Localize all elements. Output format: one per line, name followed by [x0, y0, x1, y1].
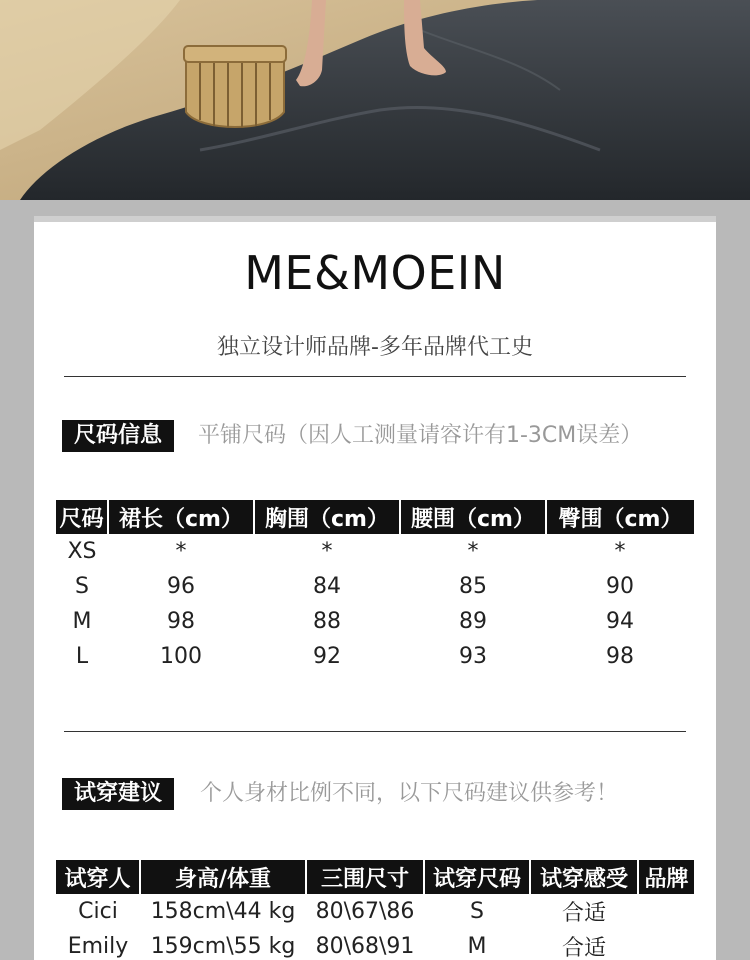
table-row [56, 604, 694, 639]
bust-cell: * [321, 539, 333, 564]
frame-left [0, 216, 34, 960]
size-header-waist: 腰围（cm） [400, 500, 546, 534]
measurements-cell: 80\68\91 [315, 934, 415, 959]
product-photo-illustration [0, 0, 750, 200]
height-weight-cell: 159cm\55 kg [150, 934, 296, 959]
frame-inner-top [34, 216, 716, 222]
size-header-length: 裙长（cm） [108, 500, 254, 534]
fit-section-label: 试穿建议 [62, 778, 174, 810]
size-header-hip: 臀围（cm） [546, 500, 694, 534]
fit-table-header-row [56, 860, 694, 894]
frame-top [0, 200, 750, 216]
table-row [56, 639, 694, 674]
size-section-label: 尺码信息 [62, 420, 174, 452]
hip-cell: 94 [606, 609, 634, 634]
feeling-cell: 合适 [561, 936, 606, 960]
fit-section-note: 个人身材比例不同，以下尺码建议供参考！ [200, 781, 619, 806]
size-cell: XS [67, 539, 97, 564]
table-row [56, 534, 694, 569]
waist-cell: 85 [459, 574, 487, 599]
bust-cell: 84 [313, 574, 341, 599]
length-cell: * [175, 539, 187, 564]
divider-top [64, 376, 686, 377]
size-header-bust: 胸围（cm） [254, 500, 400, 534]
tester-cell: Emily [67, 934, 129, 959]
size-header-size: 尺码 [56, 500, 108, 534]
measurements-cell: 80\67\86 [315, 899, 415, 924]
fit-size-cell: M [467, 934, 487, 959]
length-cell: 100 [160, 644, 202, 669]
brand-cell [638, 894, 694, 929]
size-section-note: 平铺尺码（因人工测量请容许有1-3CM误差） [198, 423, 643, 448]
bust-cell: 88 [313, 609, 341, 634]
brand-cell [638, 929, 694, 960]
size-cell: L [75, 644, 89, 669]
length-cell: 98 [167, 609, 195, 634]
product-photo [0, 0, 750, 200]
bust-cell: 92 [313, 644, 341, 669]
table-row [56, 569, 694, 604]
fit-header-measurements: 三围尺寸 [306, 860, 424, 894]
size-cell: S [75, 574, 89, 599]
length-cell: 96 [167, 574, 195, 599]
hip-cell: 98 [606, 644, 634, 669]
height-weight-cell: 158cm\44 kg [150, 899, 296, 924]
size-table [56, 500, 694, 674]
tester-cell: Cici [78, 899, 118, 924]
fit-size-cell: S [470, 899, 484, 924]
frame-right [716, 216, 750, 960]
waist-cell: * [467, 539, 479, 564]
fit-table [56, 860, 694, 960]
brand-tagline: 独立设计师品牌-多年品牌代工史 [217, 335, 533, 360]
fit-header-size: 试穿尺码 [424, 860, 530, 894]
brand-title: ME&MOEIN [244, 246, 506, 300]
fit-header-tester: 试穿人 [56, 860, 140, 894]
size-table-header-row [56, 500, 694, 534]
hip-cell: * [614, 539, 626, 564]
fit-header-brand: 品牌 [638, 860, 694, 894]
waist-cell: 93 [459, 644, 487, 669]
table-row [56, 929, 694, 960]
table-row [56, 894, 694, 929]
fit-header-feeling: 试穿感受 [530, 860, 638, 894]
feeling-cell: 合适 [561, 901, 606, 926]
size-cell: M [72, 609, 92, 634]
hip-cell: 90 [606, 574, 634, 599]
waist-cell: 89 [459, 609, 487, 634]
divider-middle [64, 731, 686, 732]
fit-header-height-weight: 身高/体重 [140, 860, 306, 894]
